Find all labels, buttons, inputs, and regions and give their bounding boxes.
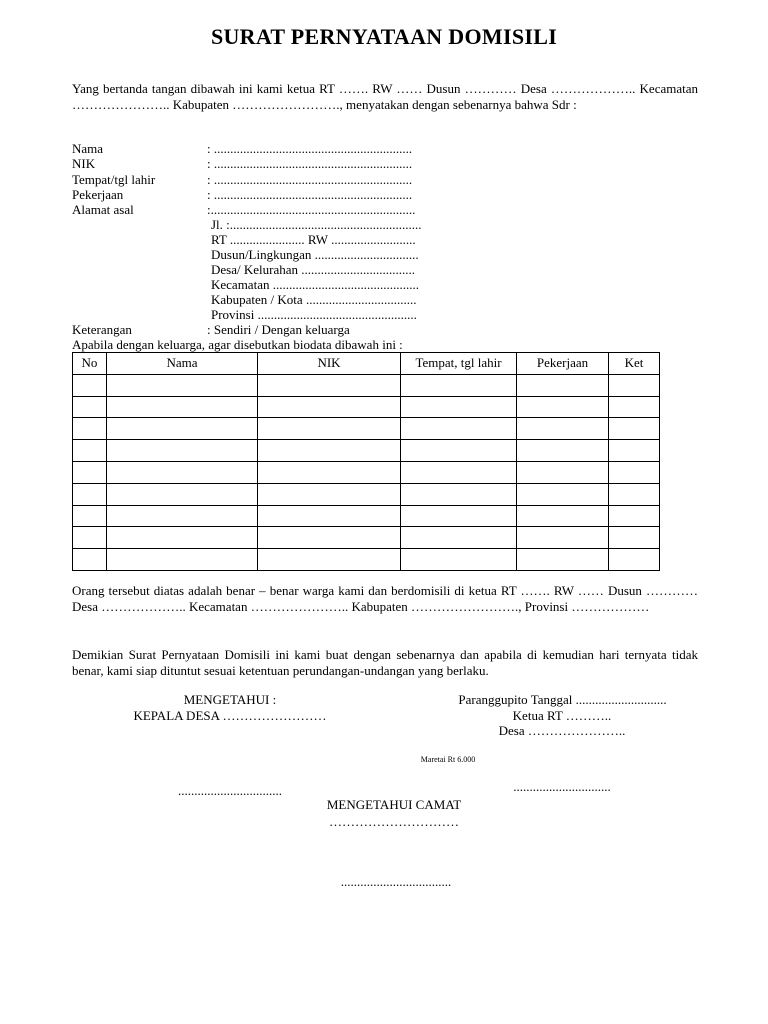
table-cell: [609, 396, 660, 418]
field-value-nik: : .............................................................: [207, 156, 413, 171]
table-body: [73, 374, 660, 570]
address-line-desa: Desa/ Kelurahan ...................................: [211, 262, 415, 277]
table-cell: [258, 418, 401, 440]
table-cell: [517, 418, 609, 440]
column-header-ket: Ket: [609, 353, 660, 375]
address-line-jalan: Jl. :...........................................................: [211, 217, 422, 232]
family-intro: Apabila dengan keluarga, agar disebutkan biodata dibawah ini :: [72, 337, 403, 352]
table-cell: [401, 374, 517, 396]
left-signature-line: ................................: [178, 783, 282, 798]
table-cell: [73, 461, 107, 483]
column-header-nik: NIK: [258, 353, 401, 375]
statement-paragraph: Orang tersebut diatas adalah benar – benar warga kami dan berdomisili di ketua RT ……. RW …… Dusun ………… Desa ……………….. Kecamatan ………………….. Kabupaten ……………………., Provinsi ………………: [72, 583, 698, 614]
table-cell: [258, 461, 401, 483]
table-row: [73, 396, 660, 418]
field-value-pekerjaan: : .............................................................: [207, 187, 413, 202]
column-header-no: No: [73, 353, 107, 375]
table-cell: [401, 440, 517, 462]
table-cell: [107, 418, 258, 440]
table-cell: [107, 505, 258, 527]
field-value-ttl: : .............................................................: [207, 172, 413, 187]
table-cell: [517, 549, 609, 571]
table-cell: [73, 549, 107, 571]
table-header-row: [73, 353, 660, 375]
table-row: [73, 440, 660, 462]
table-cell: [107, 396, 258, 418]
right-sign-desa: Desa …………………..: [498, 723, 626, 738]
field-label-nama: Nama: [72, 141, 104, 156]
table-cell: [258, 396, 401, 418]
table-cell: [258, 505, 401, 527]
address-line-kabupaten: Kabupaten / Kota ..................................: [211, 292, 417, 307]
table-cell: [517, 440, 609, 462]
camat-signature-line: ..................................: [340, 874, 452, 889]
address-line-rt-rw: RT ....................... RW ..........................: [211, 232, 416, 247]
table-cell: [258, 440, 401, 462]
field-label-ttl: Tempat/tgl lahir: [72, 172, 156, 187]
table-cell: [401, 527, 517, 549]
table-cell: [107, 374, 258, 396]
table-cell: [258, 527, 401, 549]
field-value-alamat: :...............................................................: [207, 202, 416, 217]
table-cell: [401, 418, 517, 440]
table-cell: [258, 374, 401, 396]
column-header-ttl: Tempat, tgl lahir: [401, 353, 517, 375]
table-cell: [258, 483, 401, 505]
table-cell: [107, 483, 258, 505]
document-title: SURAT PERNYATAAN DOMISILI: [210, 24, 558, 49]
table-cell: [609, 461, 660, 483]
field-value-keterangan: : Sendiri / Dengan keluarga: [207, 322, 350, 337]
right-signature-line: ..............................: [513, 779, 611, 794]
table-cell: [609, 440, 660, 462]
table-cell: [609, 374, 660, 396]
field-label-keterangan: Keterangan: [72, 322, 132, 337]
right-sign-date: Paranggupito Tanggal ............................: [458, 692, 667, 707]
intro-paragraph: Yang bertanda tangan dibawah ini kami ketua RT ……. RW …… Dusun ………… Desa ……………….. Kecamatan ………………….. Kabupaten ……………………., menyatakan dengan sebenarnya bahwa Sdr :: [72, 81, 698, 112]
table-cell: [73, 374, 107, 396]
stamp-note: Maretai Rt 6.000: [420, 755, 476, 764]
table-cell: [609, 483, 660, 505]
table-row: [73, 549, 660, 571]
table-cell: [401, 396, 517, 418]
table-row: [73, 527, 660, 549]
table-cell: [73, 505, 107, 527]
table-cell: [258, 549, 401, 571]
closing-paragraph: Demikian Surat Pernyataan Domisili ini kami buat dengan sebenarnya dan apabila di kemudian hari ternyata tidak benar, kami siap dituntut sesuai ketentuan perundangan-undangan yang berlaku.: [72, 647, 698, 678]
table-cell: [609, 505, 660, 527]
table-row: [73, 483, 660, 505]
table-cell: [609, 527, 660, 549]
table-cell: [73, 527, 107, 549]
field-label-nik: NIK: [72, 156, 96, 171]
table-cell: [73, 483, 107, 505]
right-sign-role: Ketua RT ………..: [512, 708, 612, 723]
table-cell: [107, 549, 258, 571]
camat-heading: MENGETAHUI CAMAT: [326, 797, 462, 812]
table-cell: [73, 440, 107, 462]
table-cell: [517, 483, 609, 505]
left-sign-heading: MENGETAHUI :: [183, 692, 277, 707]
table-cell: [609, 549, 660, 571]
left-sign-role: KEPALA DESA ……………………: [133, 708, 327, 723]
table-cell: [517, 527, 609, 549]
column-header-pekerjaan: Pekerjaan: [517, 353, 609, 375]
table-cell: [517, 396, 609, 418]
field-label-alamat: Alamat asal: [72, 202, 134, 217]
table-cell: [107, 440, 258, 462]
table-cell: [401, 483, 517, 505]
table-row: [73, 461, 660, 483]
column-header-nama: Nama: [107, 353, 258, 375]
table-row: [73, 505, 660, 527]
table-row: [73, 374, 660, 396]
table-cell: [73, 418, 107, 440]
camat-role: …………………………: [329, 814, 459, 829]
address-line-dusun: Dusun/Lingkungan ................................: [211, 247, 419, 262]
table-cell: [401, 549, 517, 571]
table-cell: [517, 374, 609, 396]
family-biodata-table: [72, 352, 660, 571]
table-cell: [401, 505, 517, 527]
table-cell: [517, 505, 609, 527]
field-value-nama: : .............................................................: [207, 141, 413, 156]
table-cell: [107, 461, 258, 483]
table-cell: [73, 396, 107, 418]
table-row: [73, 418, 660, 440]
table-cell: [107, 527, 258, 549]
address-line-provinsi: Provinsi .................................................: [211, 307, 417, 322]
table-cell: [609, 418, 660, 440]
table-cell: [401, 461, 517, 483]
table-cell: [517, 461, 609, 483]
field-label-pekerjaan: Pekerjaan: [72, 187, 124, 202]
address-line-kecamatan: Kecamatan .............................................: [211, 277, 419, 292]
